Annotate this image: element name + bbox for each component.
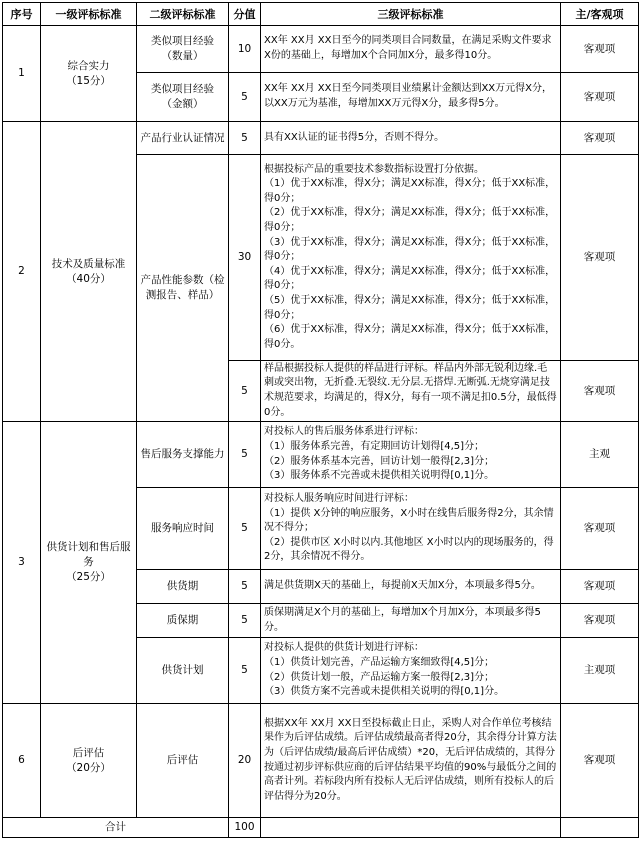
- item-score: 5: [229, 604, 261, 638]
- item-type: 客观项: [561, 26, 639, 73]
- item-criteria: 对投标人的售后服务体系进行评标： （1）服务体系完善，有定期回访计划得[4,5]分； （2）服务体系基本完善，回访计划一般得[2,3]分； （3）服务体系不完善或未提供相关说明得[0,1]分。: [261, 422, 561, 488]
- item-criteria: 具有XX认证的证书得5分，否则不得分。: [261, 122, 561, 155]
- item-type: 客观项: [561, 155, 639, 361]
- item-type: 主观项: [561, 638, 639, 704]
- group-name: 供货计划和售后服务 （25分）: [41, 422, 137, 704]
- item-criteria: 质保期满足X个月的基础上，每增加X个月加X分，本项最多得5分。: [261, 604, 561, 638]
- header-score: 分值: [229, 3, 261, 26]
- item-name: 产品性能参数（检测报告、样品）: [137, 155, 229, 422]
- header-type: 主/客观项: [561, 3, 639, 26]
- item-name: 类似项目经验 （数量）: [137, 26, 229, 73]
- table-row: [3, 26, 639, 73]
- item-type: 客观项: [561, 604, 639, 638]
- item-score: 5: [229, 570, 261, 604]
- header-seq: 序号: [3, 3, 41, 26]
- group-seq: 2: [3, 122, 41, 422]
- item-criteria: 样品根据投标人提供的样品进行评标。样品内外部无锐利边缘.毛刺或突出物，无折叠.无裂纹.无分层.无搭焊.无断弧.无烧穿满足技术规范要求，均满足的，得X分，每有一项不满足扣0.5分，最低得0分。: [261, 361, 561, 422]
- table-row: [3, 704, 639, 818]
- item-name: 质保期: [137, 604, 229, 638]
- group-name: 技术及质量标准 （40分）: [41, 122, 137, 422]
- item-name: 售后服务支撑能力: [137, 422, 229, 488]
- header-row: [3, 3, 639, 26]
- item-criteria: XX年 XX月 XX日至今的同类项目合同数量，在满足采购文件要求X份的基础上，每增加X个合同加X分，最多得10分。: [261, 26, 561, 73]
- item-type: 客观项: [561, 122, 639, 155]
- total-row: [3, 818, 639, 838]
- item-criteria: 对投标人提供的供货计划进行评标： （1）供货计划完善，产品运输方案细致得[4,5]分； （2）供货计划一般，产品运输方案一般得[2,3]分； （3）供货方案不完善或未提供相关说明的得[0,1]分。: [261, 638, 561, 704]
- table-row: [3, 122, 639, 155]
- item-criteria: 根据投标产品的重要技术参数指标设置打分依据。 （1）优于XX标准，得X分；满足XX标准，得X分；低于XX标准，得0分； （2）优于XX标准，得X分；满足XX标准，得X分；低于XX标准，得0分； （3）优于XX标准，得X分；满足XX标准，得X分；低于XX标准，得0分； （4）优于XX标准，得X分；满足XX标准，得X分；低于XX标准，得0分； （5）优于XX标准，得X分；满足XX标准，得X分；低于XX标准，得0分； （6）优于XX标准，得X分；满足XX标准，得X分；低于XX标准，得0分。: [261, 155, 561, 361]
- item-score: 30: [229, 155, 261, 361]
- item-name: 产品行业认证情况: [137, 122, 229, 155]
- item-score: 5: [229, 638, 261, 704]
- group-seq: 3: [3, 422, 41, 704]
- item-criteria: 满足供货期X天的基础上，每提前X天加X分，本项最多得5分。: [261, 570, 561, 604]
- item-name: 供货期: [137, 570, 229, 604]
- item-score: 5: [229, 122, 261, 155]
- total-criteria-empty: [261, 818, 561, 838]
- item-name: 服务响应时间: [137, 488, 229, 570]
- item-type: 客观项: [561, 488, 639, 570]
- item-score: 5: [229, 488, 261, 570]
- item-type: 客观项: [561, 361, 639, 422]
- group-name: 综合实力 （15分）: [41, 26, 137, 122]
- item-score: 10: [229, 26, 261, 73]
- header-level2: 二级评标标准: [137, 3, 229, 26]
- item-name: 类似项目经验 （金额）: [137, 73, 229, 122]
- evaluation-table: [2, 2, 639, 838]
- item-name: 后评估: [137, 704, 229, 818]
- group-seq: 6: [3, 704, 41, 818]
- item-score: 20: [229, 704, 261, 818]
- item-type: 客观项: [561, 570, 639, 604]
- item-score: 5: [229, 422, 261, 488]
- item-score: 5: [229, 361, 261, 422]
- group-seq: 1: [3, 26, 41, 122]
- header-level1: 一级评标标准: [41, 3, 137, 26]
- total-score: 100: [229, 818, 261, 838]
- item-criteria: 根据XX年 XX月 XX日至投标截止日止，采购人对合作单位考核结果作为后评估成绩。后评估成绩最高者得20分，其余得分计算方法为（后评估成绩/最高后评估成绩）*20，无后评估成绩的，其得分按通过初步评标供应商的后评估结果平均值的90%与最低分之间的高者计列。若标段内所有投标人无后评估成绩，则所有投标人的后评估得分为20分。: [261, 704, 561, 818]
- total-type-empty: [561, 818, 639, 838]
- total-label: 合计: [3, 818, 229, 838]
- item-score: 5: [229, 73, 261, 122]
- item-type: 主观: [561, 422, 639, 488]
- item-name: 供货计划: [137, 638, 229, 704]
- item-type: 客观项: [561, 73, 639, 122]
- item-type: 客观项: [561, 704, 639, 818]
- item-criteria: XX年 XX月 XX日至今同类项目业绩累计金额达到XX万元得X分，以XX万元为基准，每增加XX万元得X分，最多得5分。: [261, 73, 561, 122]
- header-level3: 三级评标标准: [261, 3, 561, 26]
- table-row: [3, 422, 639, 488]
- group-name: 后评估 （20分）: [41, 704, 137, 818]
- item-criteria: 对投标人服务响应时间进行评标： （1）提供 X分钟的响应服务，X小时在线售后服务得2分，其余情况不得分； （2）提供市区 X小时以内.其他地区 X小时以内的现场服务的，得2分，其余情况不得分。: [261, 488, 561, 570]
